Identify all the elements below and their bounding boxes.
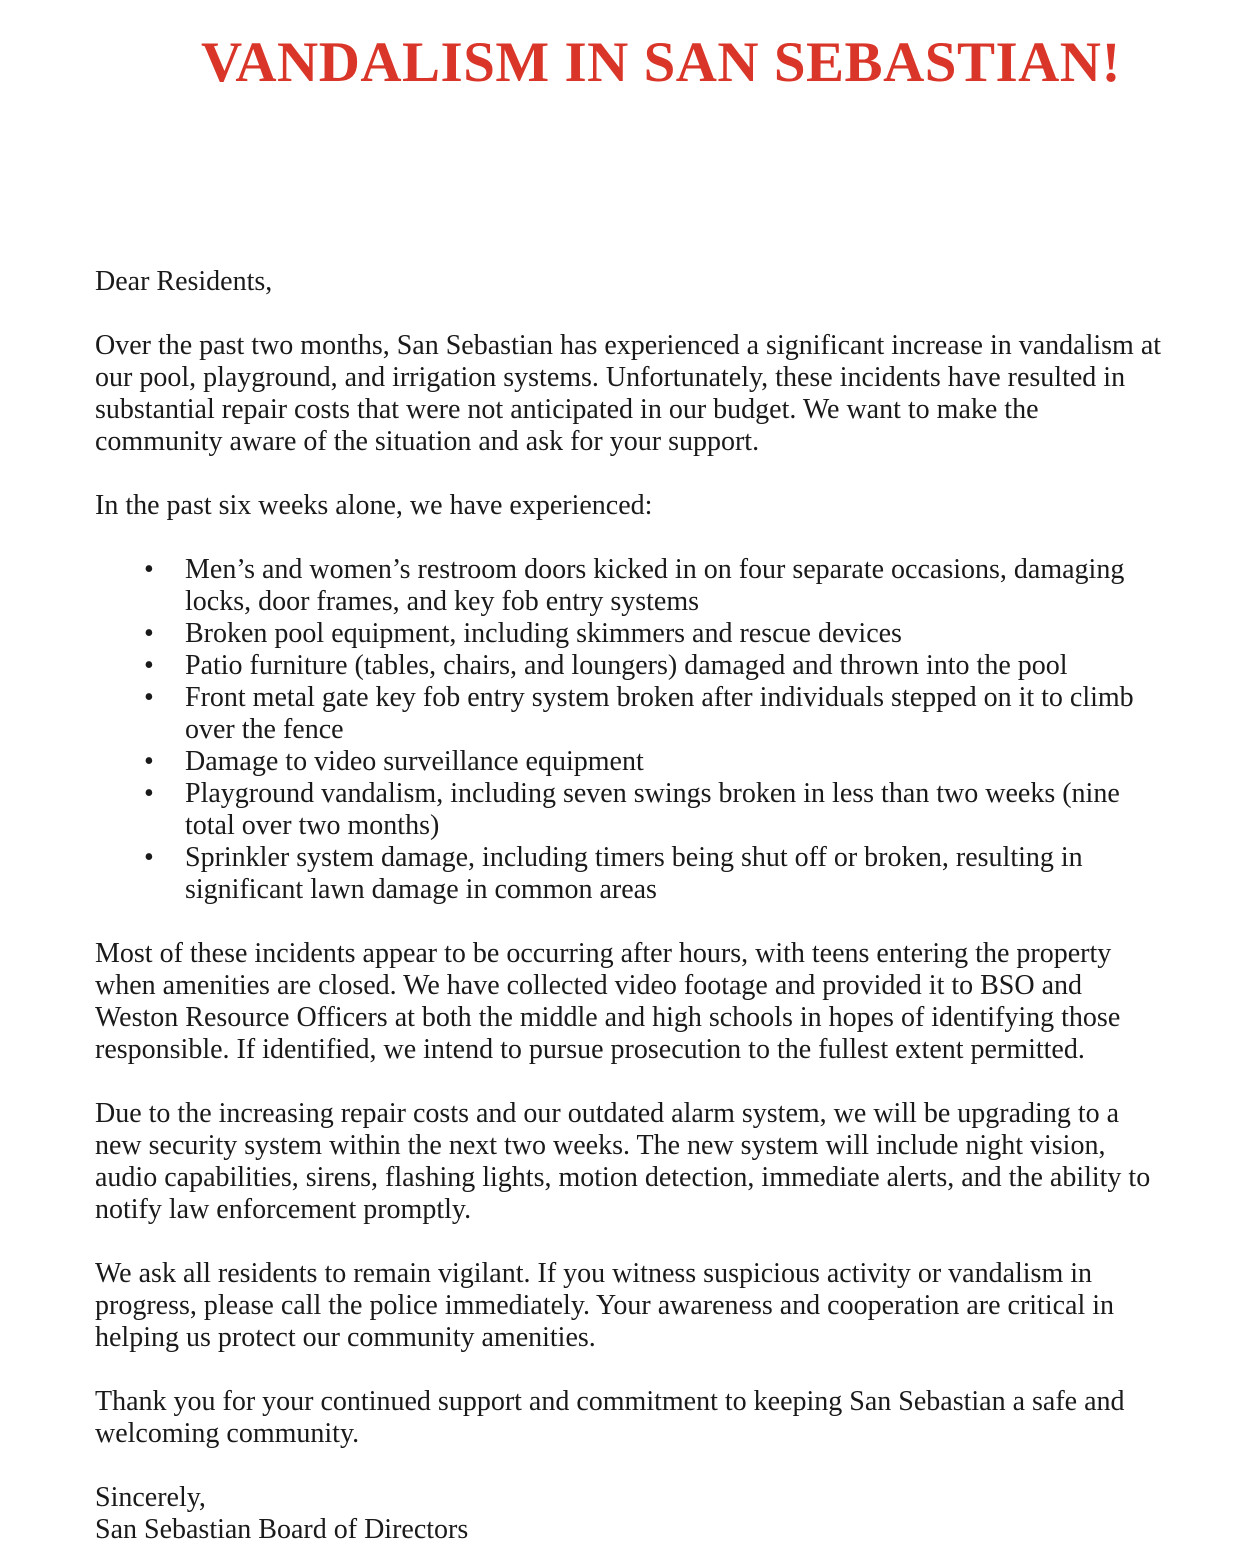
list-item-sprinkler: • Sprinkler system damage, including timers being shut off or broken, resulting in significant lawn damage in common areas: [95, 842, 1163, 906]
incident-list: [95, 554, 1163, 906]
list-item-front-gate: • Front metal gate key fob entry system broken after individuals stepped on it to climb over the fence: [95, 682, 1163, 746]
list-lead: In the past six weeks alone, we have experienced:: [95, 490, 653, 521]
list-item-pool-equipment: • Broken pool equipment, including skimmers and rescue devices: [95, 618, 1163, 650]
list-item-playground: • Playground vandalism, including seven swings broken in less than two weeks (nine total over two months): [95, 778, 1163, 842]
letter-title: VANDALISM IN SAN SEBASTIAN!: [201, 31, 1121, 94]
list-item-patio-furniture: • Patio furniture (tables, chairs, and loungers) damaged and thrown into the pool: [95, 650, 1163, 682]
closing: Sincerely,: [95, 1482, 206, 1513]
paragraph-intro: Over the past two months, San Sebastian has experienced a significant increase in vandalism at our pool, playground, and irrigation systems. Unfortunately, these incidents have resulted in substantial repair costs that were not anticipated in our budget. We want to make the community aware of the situation and ask for your support.: [95, 330, 1162, 457]
paragraph-vigilance: We ask all residents to remain vigilant. If you witness suspicious activity or vandalism in progress, please call the police immediately. Your awareness and cooperation are critical in helping us protect our community amenities.: [95, 1258, 1115, 1353]
salutation: Dear Residents,: [95, 266, 273, 297]
signature-line: San Sebastian Board of Directors: [95, 1514, 469, 1545]
list-item-surveillance: • Damage to video surveillance equipment: [95, 746, 1163, 778]
paragraph-security: Due to the increasing repair costs and our outdated alarm system, we will be upgrading to a new security system within the next two weeks. The new system will include night vision, audio capabilities, sirens, flashing lights, motion detection, immediate alerts, and the ability to notify law enforcement promptly.: [95, 1098, 1151, 1225]
paragraph-thanks: Thank you for your continued support and commitment to keeping San Sebastian a safe and welcoming community.: [95, 1386, 1125, 1449]
list-item-restroom-doors: • Men’s and women’s restroom doors kicked in on four separate occasions, damaging locks, door frames, and key fob entry systems: [95, 554, 1163, 618]
paragraph-incidents: Most of these incidents appear to be occurring after hours, with teens entering the property when amenities are closed. We have collected video footage and provided it to BSO and Weston Resource Officers at both the middle and high schools in hopes of identifying those responsible. If identified, we intend to pursue prosecution to the fullest extent permitted.: [95, 938, 1121, 1065]
